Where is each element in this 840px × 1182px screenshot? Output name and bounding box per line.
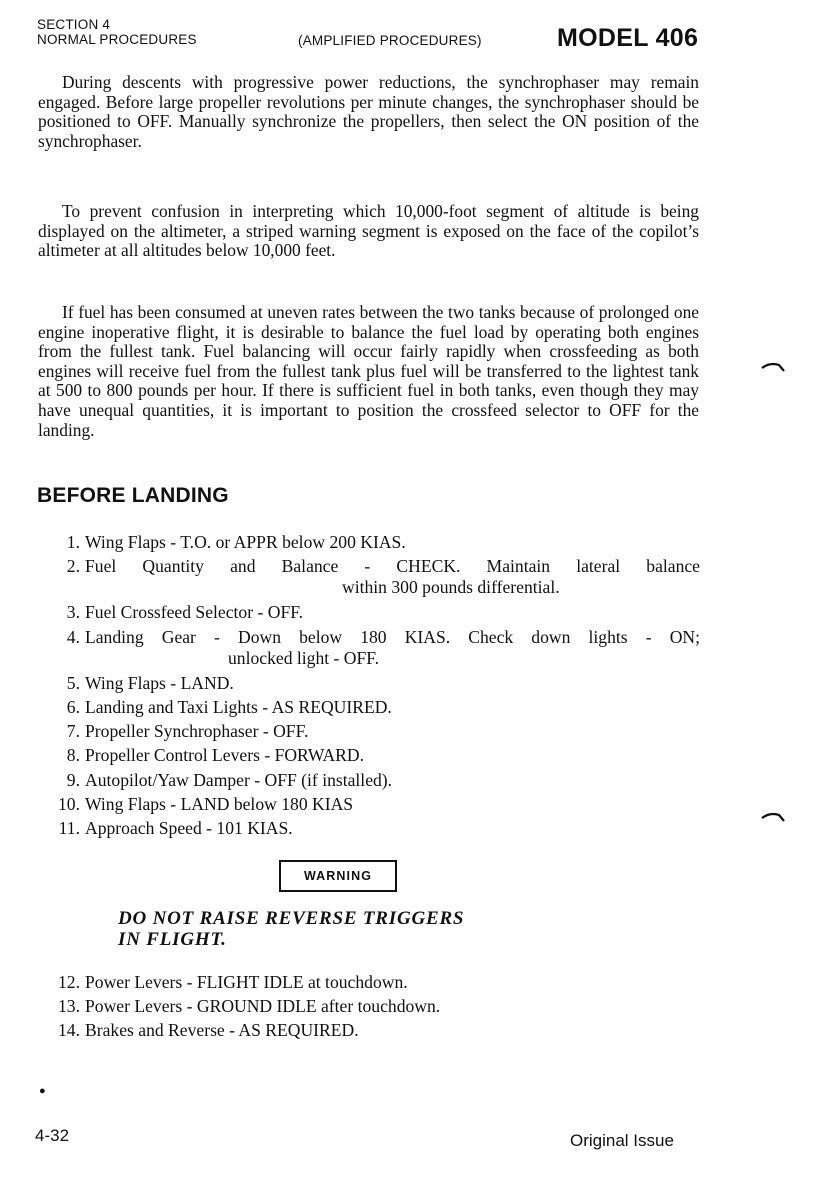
step-text: Wing Flaps - LAND below 180 KIAS [85, 793, 354, 814]
step-number: 9. [66, 769, 80, 790]
step-number: 2. [66, 556, 80, 577]
step-text: Power Levers - GROUND IDLE after touchdown. [85, 996, 441, 1017]
scan-artifact-mark: ● [39, 1085, 46, 1097]
step-number: 1. [66, 532, 80, 552]
step-text: Wing Flaps - LAND. [85, 672, 234, 693]
checklist-item [38, 625, 700, 649]
checklist-item [38, 792, 700, 816]
step-text: Autopilot/Yaw Damper - OFF (if installed). [85, 769, 393, 790]
checklist-item [38, 554, 700, 578]
warning-line: DO NOT RAISE REVERSE TRIGGERS [118, 908, 465, 929]
step-continuation: unlocked light - OFF. [228, 647, 380, 668]
step-number: 13. [58, 996, 80, 1017]
paragraph-synchrophaser: During descents with progressive power reductions, the synchrophaser may remain engaged. Before large propeller revolutions per minute changes, the synchrophaser should be positioned to OFF. Manually synchronize the propellers, then select the ON position of the synchrophaser. [38, 72, 699, 151]
step-number: 8. [66, 745, 80, 766]
step-text: Propeller Synchrophaser - OFF. [85, 721, 309, 742]
section-name: NORMAL PROCEDURES [37, 32, 197, 47]
step-text: Wing Flaps - T.O. or APPR below 200 KIAS. [85, 532, 406, 552]
step-text: Landing Gear - Down below 180 KIAS. Check down lights - ON; [85, 626, 700, 647]
checklist-item [38, 816, 700, 840]
step-number: 12. [58, 972, 80, 992]
section-header [37, 17, 197, 47]
paragraph-fuel-balance: If fuel has been consumed at uneven rates between the two tanks because of prolonged one engine inoperative flight, it is desirable to balance the fuel load by operating both engines from the fullest tank. Fuel balancing will occur fairly rapidly when crossfeeding as both engines will receive fuel from the fullest tank plus fuel will be transferred to the lightest tank at 500 to 800 pounds per hour. If there is sufficient fuel in both tanks, even though they may have unequal quantities, it is important to position the crossfeed selector to OFF for the landing. [38, 302, 699, 440]
step-number: 5. [66, 672, 80, 693]
checklist-item [38, 719, 700, 743]
step-number: 11. [58, 818, 80, 839]
step-continuation: within 300 pounds differential. [342, 577, 560, 598]
checklist-item [38, 1018, 700, 1042]
checklist-before-landing [38, 530, 700, 840]
checklist-item [38, 768, 700, 792]
warning-label: WARNING [279, 860, 397, 892]
section-number: SECTION 4 [37, 17, 111, 32]
section-title-before-landing: BEFORE LANDING [37, 484, 229, 507]
warning-line: IN FLIGHT. [118, 929, 227, 950]
step-number: 3. [66, 602, 80, 623]
step-text: Fuel Crossfeed Selector - OFF. [85, 602, 303, 623]
issue-label: Original Issue [570, 1131, 674, 1150]
step-text: Landing and Taxi Lights - AS REQUIRED. [85, 697, 392, 718]
step-number: 14. [58, 1020, 80, 1041]
checklist-item [38, 530, 700, 554]
step-number: 7. [66, 721, 80, 742]
warning-text [118, 908, 464, 950]
header-subtitle: (AMPLIFIED PROCEDURES) [298, 33, 482, 48]
checklist-after-warning [38, 970, 700, 1043]
paragraph-altimeter: To prevent confusion in interpreting which 10,000-foot segment of altitude is being displayed on the altimeter, a striped warning segment is exposed on the face of the copilot’s altimeter at all altitudes below 10,000 feet. [38, 201, 699, 261]
model-title: MODEL 406 [557, 24, 699, 52]
revision-mark [761, 362, 785, 372]
checklist-item [38, 671, 700, 695]
step-text: Approach Speed - 101 KIAS. [85, 818, 293, 839]
checklist-item [38, 743, 700, 767]
step-number: 10. [58, 793, 80, 814]
step-text: Propeller Control Levers - FORWARD. [85, 745, 365, 766]
revision-mark [761, 812, 785, 822]
step-number: 4. [66, 626, 80, 647]
step-text: Power Levers - FLIGHT IDLE at touchdown. [85, 972, 408, 992]
step-text: Brakes and Reverse - AS REQUIRED. [85, 1020, 359, 1041]
checklist-item [38, 695, 700, 719]
step-text: Fuel Quantity and Balance - CHECK. Maintain lateral balance [85, 556, 700, 577]
checklist-item [38, 600, 700, 624]
checklist-item [38, 970, 700, 994]
checklist-item [38, 994, 700, 1018]
page-number: 4-32 [35, 1126, 70, 1145]
step-number: 6. [66, 697, 80, 718]
